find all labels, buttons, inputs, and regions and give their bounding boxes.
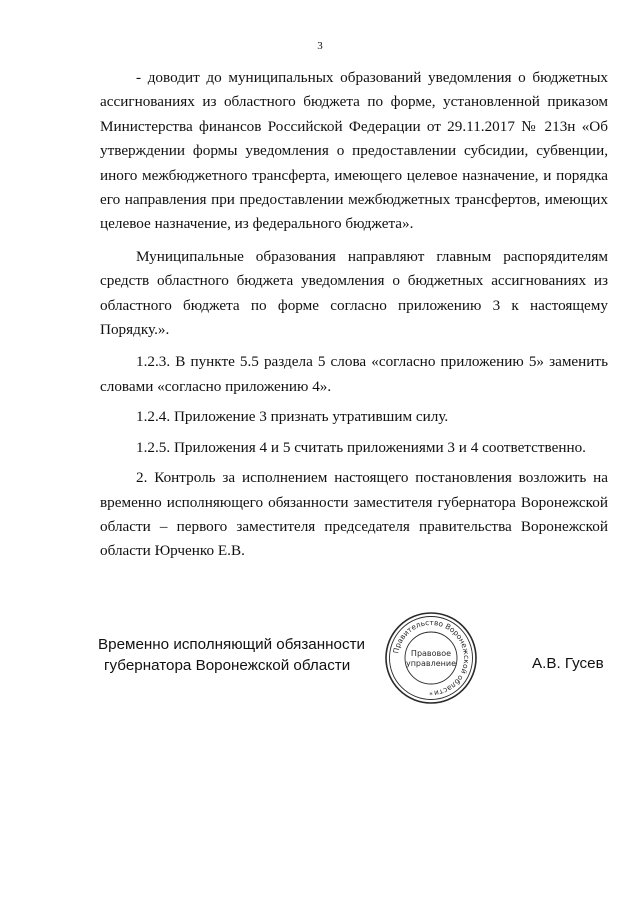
stamp-ring-text: Правительство Воронежской области — [391, 617, 472, 698]
paragraph-item-1-2-5: 1.2.5. Приложения 4 и 5 считать приложениями 3 и 4 соответственно. — [136, 438, 586, 456]
stamp-center-line2: управление — [405, 659, 457, 668]
paragraph-item-1-2-4: 1.2.4. Приложение 3 признать утратившим силу. — [136, 408, 449, 426]
document-body — [100, 66, 608, 572]
stamp-center-line1: Правовое — [410, 649, 452, 658]
signatory-position-line2: губернатора Воронежской области — [104, 657, 351, 674]
stamp-star: * — [429, 691, 433, 699]
signatory-name: А.В. Гусев — [532, 655, 604, 672]
stamp-center-ring — [405, 632, 457, 684]
paragraph-control-clause: 2. Контроль за исполнением настоящего постановления возложить на временно исполняющего обязанности заместителя губернатора Воронежской области – первого заместителя председателя правительства Воронежской области Юрченко Е.В. — [100, 469, 608, 560]
signatory-position — [98, 634, 365, 676]
official-stamp — [383, 610, 479, 706]
paragraph-notification-procedure: - доводит до муниципальных образований уведомления о бюджетных ассигнованиях из областного бюджета по форме, установленной приказом Министерства финансов Российской Федерации от 29.11.2017 № 213н «Об утверждении формы уведомления о предоставлении субсидии, субвенции, иного межбюджетного трансферта, имеющего целевое назначение, и порядка его направления при предоставлении межбюджетных трансфертов, имеющих целевое назначение, из федерального бюджета». — [100, 69, 608, 233]
stamp-inner-ring — [390, 617, 473, 700]
page-number: 3 — [317, 40, 323, 52]
paragraph-item-1-2-3: 1.2.3. В пункте 5.5 раздела 5 слова «согласно приложению 5» заменить словами «согласно приложению 4». — [100, 353, 608, 395]
paragraph-municipal-notifications: Муниципальные образования направляют главным распорядителям средств областного бюджета уведомления о бюджетных ассигнованиях из областного бюджета по форме согласно приложению 3 к настоящему Порядку.». — [100, 247, 608, 339]
signatory-position-line1: Временно исполняющий обязанности — [98, 636, 366, 653]
